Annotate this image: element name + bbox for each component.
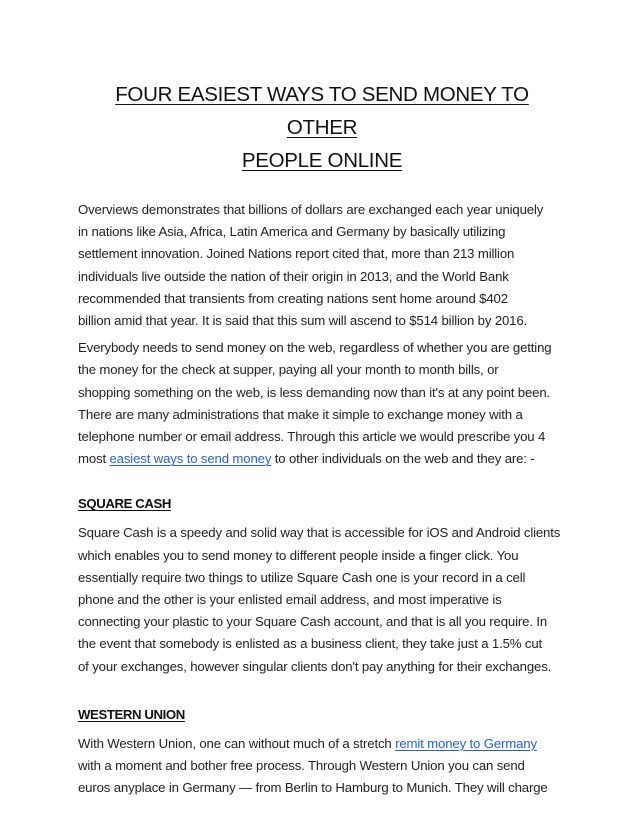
paragraph-line: There are many administrations that make it simple to exchange money with a <box>78 406 523 422</box>
paragraph-line: billion amid that year. It is said that this sum will ascend to $514 billion by 2016. <box>78 313 528 329</box>
paragraph-line: which enables you to send money to different people inside a finger click. You <box>78 547 519 563</box>
paragraph-line: telephone number or email address. Through this article we would prescribe you 4 <box>78 429 546 445</box>
western-union-paragraph <box>78 733 566 800</box>
section-heading-square-cash: SQUARE CASH <box>78 496 172 512</box>
intro-paragraph <box>78 199 566 332</box>
paragraph-line: euros anyplace in Germany — from Berlin to Hamburg to Munich. They will charge <box>78 780 548 796</box>
paragraph-line-with-link <box>78 448 566 470</box>
paragraph-line: essentially require two things to utilize Square Cash one is your record in a cell <box>78 569 526 585</box>
remit-money-germany-link[interactable]: remit money to Germany <box>395 735 537 751</box>
section-heading-western-union: WESTERN UNION <box>78 706 185 722</box>
paragraph-line: individuals live outside the nation of their origin in 2013, and the World Bank <box>78 268 509 284</box>
document-title <box>78 78 566 177</box>
square-cash-paragraph <box>78 522 566 677</box>
paragraph-line: the event that somebody is enlisted as a business client, they take just a 1.5% cut <box>78 636 543 652</box>
text-after-link: to other individuals on the web and they are: - <box>271 451 535 467</box>
paragraph-line: recommended that transients from creating nations sent home around $402 <box>78 290 508 306</box>
title-line-2: PEOPLE ONLINE <box>241 149 403 172</box>
paragraph-line-with-link <box>78 733 566 755</box>
paragraph-line: settlement innovation. Joined Nations report cited that, more than 213 million <box>78 246 515 262</box>
paragraph-line: phone and the other is your enlisted email address, and most imperative is <box>78 592 502 608</box>
paragraph-line: shopping something on the web, is less demanding now than it's at any point been. <box>78 384 551 400</box>
paragraph-line: Overviews demonstrates that billions of dollars are exchanged each year uniquely <box>78 202 544 217</box>
easiest-ways-link[interactable]: easiest ways to send money <box>109 451 272 467</box>
text-before-link: most <box>78 451 110 467</box>
paragraph-line: with a moment and bother free process. Through Western Union you can send <box>78 758 525 774</box>
title-line-1: FOUR EASIEST WAYS TO SEND MONEY TO OTHER <box>115 83 529 139</box>
paragraph-line: of your exchanges, however singular clients don't pay anything for their exchanges. <box>78 658 552 674</box>
paragraph-line: the money for the check at supper, paying all your month to month bills, or <box>78 362 499 378</box>
paragraph-line: connecting your plastic to your Square Cash account, and that is all you require. In <box>78 614 548 630</box>
paragraph-line: in nations like Asia, Africa, Latin America and Germany by basically utilizing <box>78 224 506 240</box>
paragraph-line: Square Cash is a speedy and solid way that is accessible for iOS and Android clients <box>78 525 561 541</box>
second-paragraph <box>78 337 566 470</box>
text-before-link: With Western Union, one can without much of a stretch <box>78 735 396 751</box>
paragraph-line: Everybody needs to send money on the web, regardless of whether you are getting <box>78 340 552 356</box>
